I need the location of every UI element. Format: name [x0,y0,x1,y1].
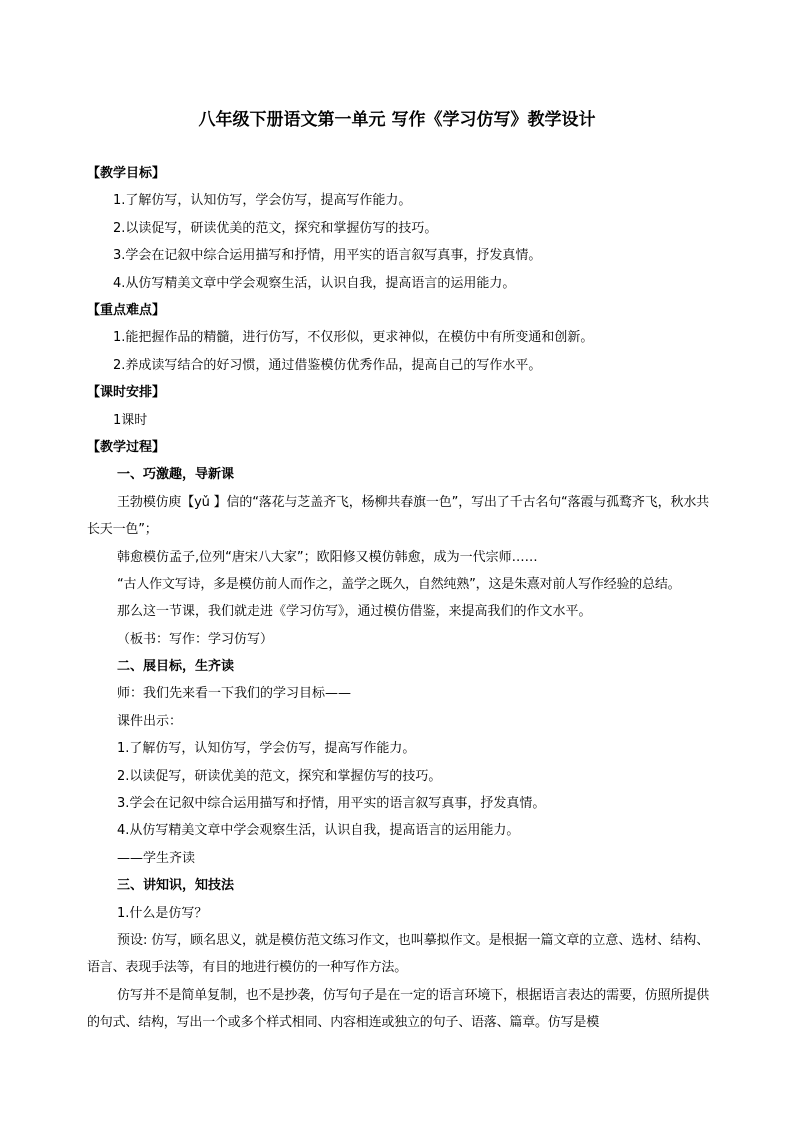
question-1: 1.什么是仿写？ [117,905,208,921]
section-1-paragraph: 那么这一节课，我们就走进《学习仿写》，通过模仿借鉴，来提高我们的作文水平。 [117,604,592,620]
key-point-item: 1.能把握作品的精髓，进行仿写，不仅形似，更求神似，在模仿中有所变通和创新。 [113,330,594,346]
section-1-title: 一、巧激趣，导新课 [117,467,235,483]
section-1-paragraph: 韩愈模仿孟子,位列“唐宋八大家”；欧阳修又模仿韩愈，成为一代宗师…… [117,549,538,565]
schedule-text: 1课时 [113,412,148,428]
section-3-paragraph: 仿写并不是简单复制，也不是抄袭，仿写句子是在一定的语言环境下，根据语言表达的需要，仿照所提供的句式、结构，写出一个或多个样式相同、内容相连或独立的句子、语落、篇章。仿写是模 [87,987,709,1031]
objective-item: 2.以读促写，研读优美的范文，探究和掌握仿写的技巧。 [113,220,438,236]
objective-item: 4.从仿写精美文章中学会观察生活，认识自我，提高语言的运用能力。 [113,275,516,291]
objectives-heading: 【教学目标】 [87,166,166,181]
section-2-title: 二、展目标，生齐读 [117,659,235,675]
students-read: ——学生齐读 [117,850,196,866]
board-note: （板书：写作：学习仿写） [117,631,274,647]
courseware-item: 1.了解仿写，认知仿写，学会仿写，提高写作能力。 [117,741,416,757]
section-1-paragraph: “古人作文写诗，多是模仿前人而作之，盖学之既久，自然纯熟”，这是朱熹对前人写作经验的总结。 [117,576,681,592]
section-3-paragraph: 预设: 仿写，顾名思义，就是模仿范文练习作文，也叫摹拟作文。是根据一篇文章的立意、选材、结构、语言、表现手法等，有目的地进行模仿的一种写作方法。 [87,932,709,976]
document-body [87,160,709,1037]
courseware-label: 课件出示： [117,713,183,729]
objective-item: 1.了解仿写，认知仿写，学会仿写，提高写作能力。 [113,193,412,209]
courseware-item: 2.以读促写，研读优美的范文，探究和掌握仿写的技巧。 [117,768,442,784]
key-points-heading: 【重点难点】 [87,302,166,318]
courseware-item: 3.学会在记叙中综合运用描写和抒情，用平实的语言叙写真事，抒发真情。 [117,796,546,812]
key-point-item: 2.养成读写结合的好习惯，通过借鉴模仿优秀作品，提高自己的写作水平。 [113,357,542,373]
objective-item: 3.学会在记叙中综合运用描写和抒情，用平实的语言叙写真事，抒发真情。 [113,248,542,264]
section-1-paragraph: 王勃模仿庾【yǔ 】信的“落花与芝盖齐飞，杨柳共春旗一色”，写出了千古名句“落霞与孤鹜齐飞，秋水共长天一色”； [87,494,709,538]
process-heading: 【教学过程】 [87,439,166,455]
document-title: 八年级下册语文第一单元 写作《学习仿写》教学设计 [198,110,596,130]
schedule-heading: 【课时安排】 [87,385,166,401]
courseware-item: 4.从仿写精美文章中学会观察生活，认识自我，提高语言的运用能力。 [117,823,520,839]
section-3-title: 三、讲知识，知技法 [117,878,235,894]
teacher-line: 师：我们先来看一下我们的学习目标—— [117,686,352,702]
